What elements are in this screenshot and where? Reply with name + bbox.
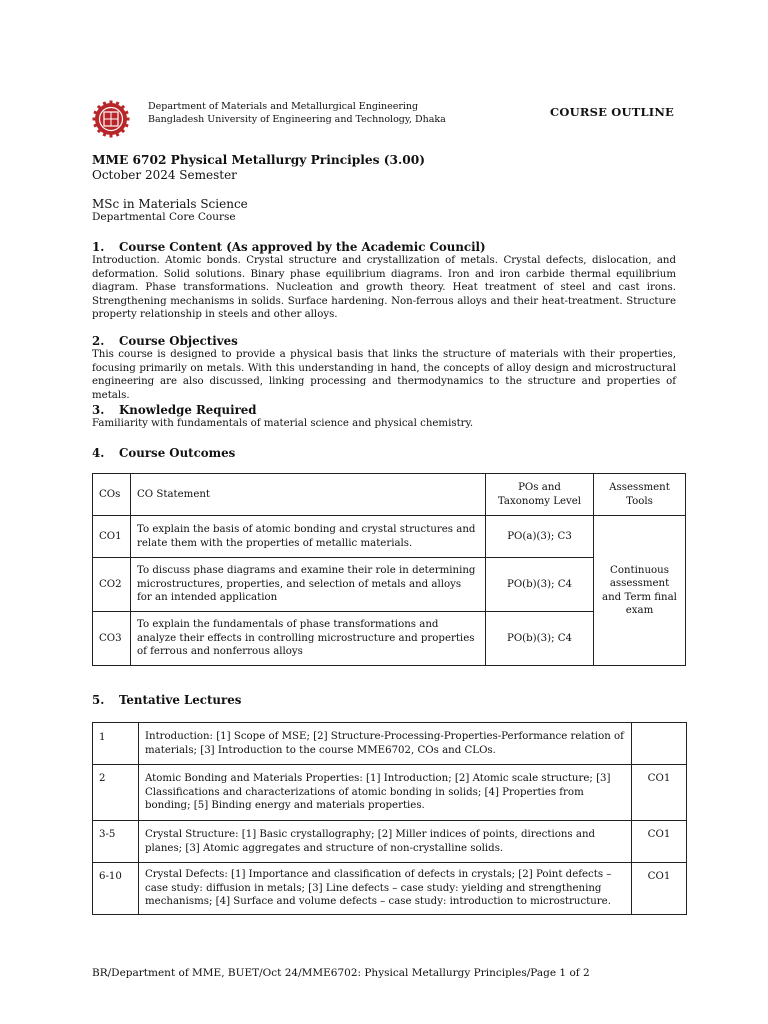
section-title: Knowledge Required (119, 403, 257, 417)
header-cos: COs (93, 474, 131, 516)
section-heading (92, 403, 676, 417)
section-title: Course Outcomes (119, 446, 236, 460)
section-heading (92, 693, 676, 707)
lecture-co: CO1 (632, 821, 687, 863)
program-name: MSc in Materials Science (92, 197, 248, 211)
table-row (93, 765, 687, 821)
section-body: Introduction. Atomic bonds. Crystal structure and crystallization of metals. Crystal defects, dislocation, and deformation. Solid solutions. Binary phase equilibrium diagrams. Iron and iron carbide thermal equilibrium diagram. Phase transformations. Nucleation and growth theory. Heat treatment of steel and cast irons. Strengthening mechanisms in solids. Surface hardening. Non-ferrous alloys and their heat-treatment. Structure property relationship in steels and other alloys. (92, 255, 676, 321)
lecture-number: 1 (93, 723, 139, 765)
lecture-topic: Crystal Structure: [1] Basic crystallography; [2] Miller indices of points, directions and planes; [3] Atomic aggregates and structure of non-crystalline solids. (139, 821, 632, 863)
lecture-topic: Crystal Defects: [1] Importance and classification of defects in crystals; [2] Point defects – case study: diffusion in metals; [3] Line defects – case study: yielding and strengthening mechanisms; [4] Surface and volume defects – case study: introduction to microstructure. (139, 863, 632, 915)
table-row (93, 723, 687, 765)
section-number: 4. (92, 446, 105, 460)
course-outcomes-table (92, 473, 686, 666)
lecture-number: 2 (93, 765, 139, 821)
lecture-topic: Introduction: [1] Scope of MSE; [2] Structure-Processing-Properties-Performance relation of materials; [3] Introduction to the course MME6702, COs and CLOs. (139, 723, 632, 765)
section-tentative-lectures (92, 693, 676, 707)
department-name: Department of Materials and Metallurgical Engineering (148, 101, 419, 112)
course-type: Departmental Core Course (92, 211, 236, 223)
section-number: 2. (92, 334, 105, 348)
section-title: Course Content (As approved by the Academic Council) (119, 240, 486, 254)
section-course-content (92, 240, 676, 322)
section-title: Course Objectives (119, 334, 238, 348)
section-course-outcomes (92, 446, 676, 460)
co-statement: To discuss phase diagrams and examine their role in determining microstructures, properties, and selection of metals and alloys for an intended application (131, 558, 486, 612)
section-heading (92, 446, 676, 460)
page-footer: BR/Department of MME, BUET/Oct 24/MME6702: Physical Metallurgy Principles/Page 1 of 2 (92, 967, 590, 979)
co-id: CO2 (93, 558, 131, 612)
document-type-title: COURSE OUTLINE (550, 105, 674, 119)
lecture-co: CO1 (632, 765, 687, 821)
section-course-objectives (92, 334, 676, 402)
section-knowledge-required (92, 403, 676, 431)
section-heading (92, 240, 676, 254)
table-header-row (93, 474, 686, 516)
section-number: 3. (92, 403, 105, 417)
co-id: CO3 (93, 612, 131, 666)
co-po-level: PO(a)(3); C3 (486, 516, 594, 558)
co-statement: To explain the basis of atomic bonding and crystal structures and relate them with the properties of metallic materials. (131, 516, 486, 558)
section-heading (92, 334, 676, 348)
co-po-level: PO(b)(3); C4 (486, 558, 594, 612)
section-body: This course is designed to provide a physical basis that links the structure of materials with their properties, focusing primarily on metals. With this understanding in hand, the concepts of alloy design and microstructural engineering are also discussed, linking processing and thermodynamics to the structure and properties of metals. (92, 349, 676, 401)
table-row (93, 821, 687, 863)
university-logo-icon (92, 100, 130, 138)
lecture-number: 3-5 (93, 821, 139, 863)
lecture-topic: Atomic Bonding and Materials Properties: [1] Introduction; [2] Atomic scale structure; [3] Classifications and characterizations of atomic bonding in solids; [4] Properties from bonding; [5] Binding energy and materials properties. (139, 765, 632, 821)
table-row (93, 863, 687, 915)
assessment-tools: Continuous assessment and Term final exam (594, 516, 686, 666)
lecture-co (632, 723, 687, 765)
section-title: Tentative Lectures (119, 693, 242, 707)
section-number: 5. (92, 693, 105, 707)
co-id: CO1 (93, 516, 131, 558)
section-body: Familiarity with fundamentals of material science and physical chemistry. (92, 418, 474, 429)
tentative-lectures-table (92, 722, 687, 915)
header-pos-taxonomy: POs and Taxonomy Level (486, 474, 594, 516)
co-po-level: PO(b)(3); C4 (486, 612, 594, 666)
semester: October 2024 Semester (92, 168, 237, 182)
lecture-co: CO1 (632, 863, 687, 915)
university-name: Bangladesh University of Engineering and Technology, Dhaka (148, 114, 446, 125)
header-co-statement: CO Statement (131, 474, 486, 516)
table-row (93, 516, 686, 558)
header-assessment-tools: Assessment Tools (594, 474, 686, 516)
department-info (148, 100, 446, 126)
document-header (92, 100, 676, 140)
section-number: 1. (92, 240, 105, 254)
course-code-title: MME 6702 Physical Metallurgy Principles (3.00) (92, 153, 425, 167)
co-statement: To explain the fundamentals of phase transformations and analyze their effects in controlling microstructure and properties of ferrous and nonferrous alloys (131, 612, 486, 666)
lecture-number: 6-10 (93, 863, 139, 915)
